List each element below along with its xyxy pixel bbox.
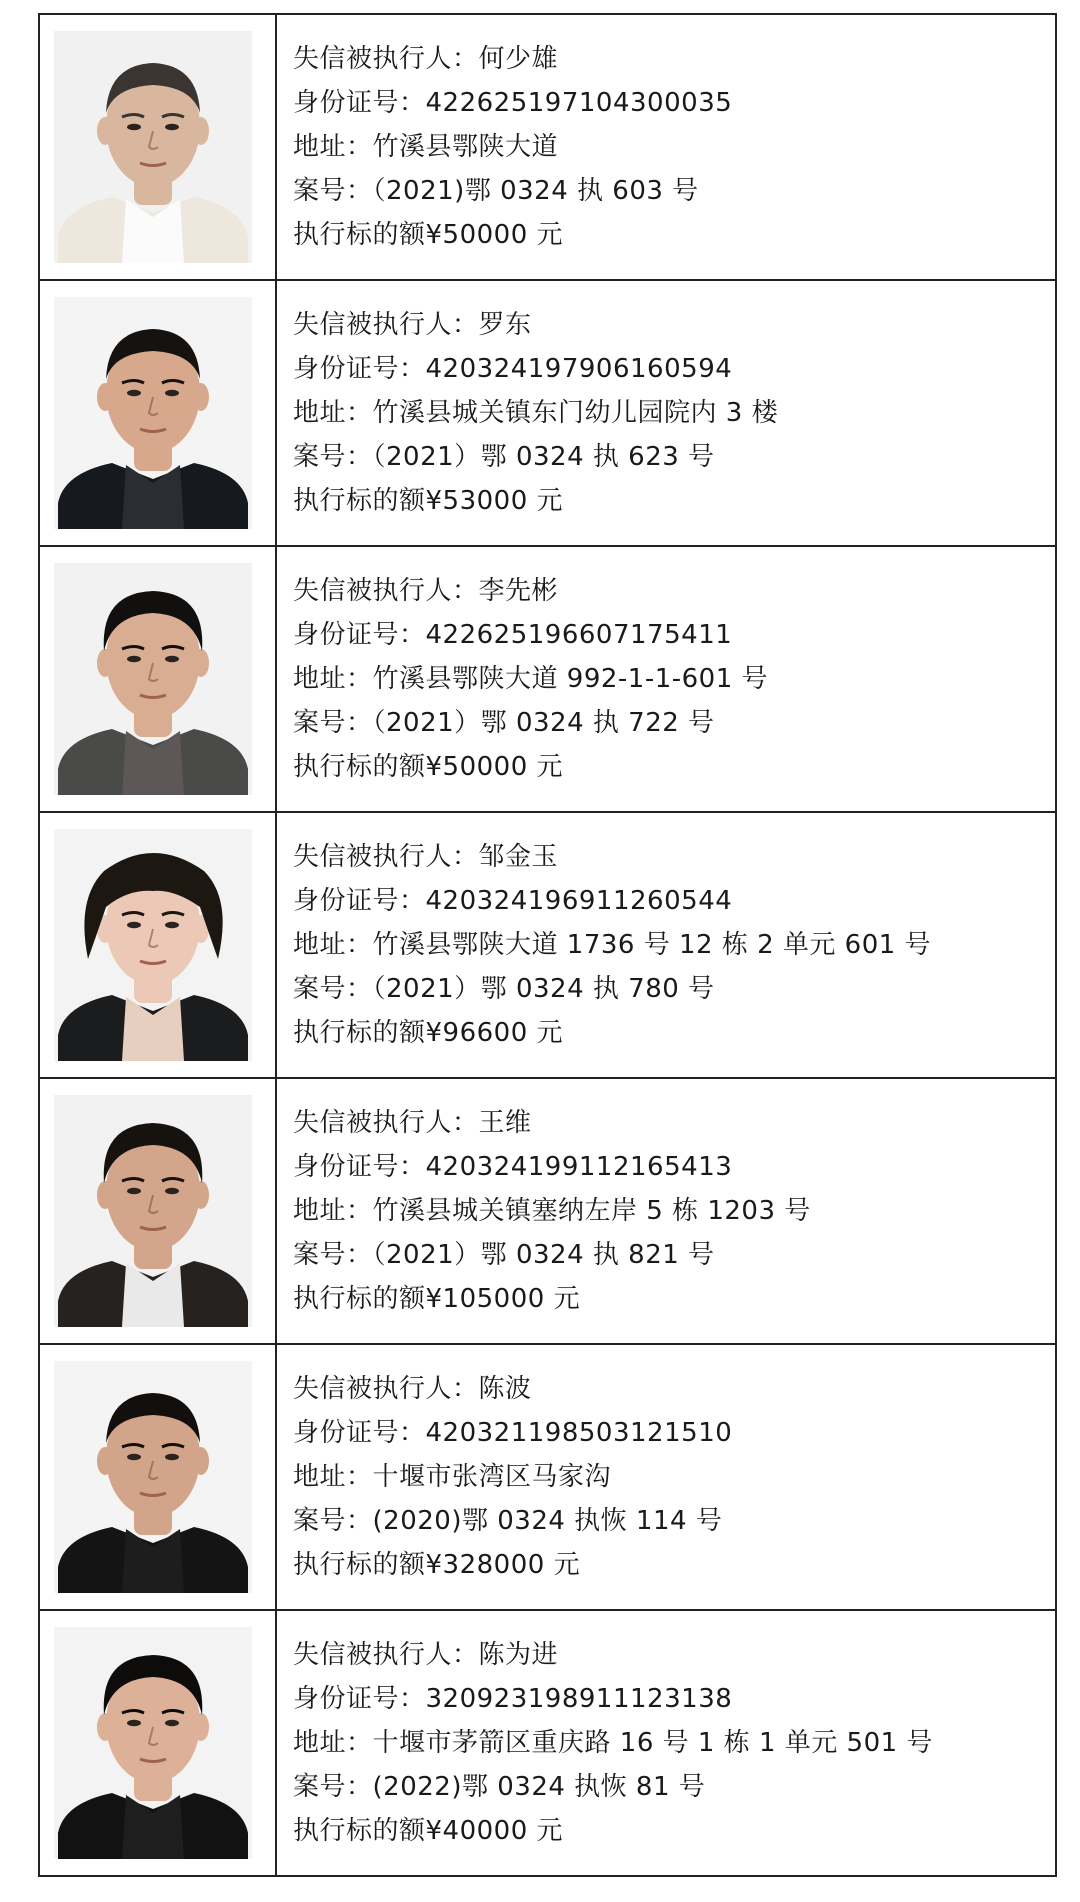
case-line [293, 967, 1055, 1011]
id-line [293, 1145, 1055, 1189]
name-line [293, 1101, 1055, 1145]
case-label: 案号： [293, 176, 373, 206]
address-label: 地址： [293, 1728, 373, 1758]
person-photo [54, 297, 252, 529]
record-row [39, 280, 1056, 546]
address-line [293, 125, 1055, 169]
record-row [39, 1078, 1056, 1344]
address-label: 地址： [293, 1462, 373, 1492]
portrait-illustration [54, 829, 252, 1061]
amount-value: ¥328000 元 [425, 1550, 581, 1580]
name-label: 失信被执行人： [293, 310, 479, 340]
case-value: (2020)鄂 0324 执恢 114 号 [372, 1506, 723, 1536]
photo-cell [39, 280, 276, 546]
amount-label: 执行标的额 [293, 486, 426, 516]
case-value: （2021）鄂 0324 执 623 号 [372, 442, 715, 472]
case-line [293, 435, 1055, 479]
info-cell [276, 1078, 1056, 1344]
id-label: 身份证号： [293, 1418, 426, 1448]
amount-label: 执行标的额 [293, 1550, 426, 1580]
case-line [293, 1233, 1055, 1277]
case-label: 案号： [293, 1240, 373, 1270]
name-value: 王维 [478, 1108, 532, 1138]
address-value: 竹溪县鄂陕大道 [372, 132, 559, 162]
case-line [293, 1499, 1055, 1543]
record-row [39, 812, 1056, 1078]
amount-value: ¥40000 元 [425, 1816, 564, 1846]
amount-label: 执行标的额 [293, 1018, 426, 1048]
case-value: （2021）鄂 0324 执 821 号 [372, 1240, 715, 1270]
name-line [293, 37, 1055, 81]
info-cell [276, 1344, 1056, 1610]
person-photo [54, 829, 252, 1061]
case-line [293, 1765, 1055, 1809]
id-label: 身份证号： [293, 886, 426, 916]
record-row [39, 546, 1056, 812]
address-value: 竹溪县鄂陕大道 992-1-1-601 号 [372, 664, 769, 694]
portrait-illustration [54, 1627, 252, 1859]
id-line [293, 879, 1055, 923]
record-row [39, 1610, 1056, 1876]
case-value: （2021）鄂 0324 执 722 号 [372, 708, 715, 738]
name-label: 失信被执行人： [293, 842, 479, 872]
amount-value: ¥96600 元 [425, 1018, 564, 1048]
amount-line [293, 479, 1055, 523]
person-photo [54, 1361, 252, 1593]
address-value: 竹溪县城关镇塞纳左岸 5 栋 1203 号 [372, 1196, 811, 1226]
amount-line [293, 213, 1055, 257]
id-value: 420324199112165413 [425, 1152, 733, 1182]
amount-label: 执行标的额 [293, 220, 426, 250]
address-line [293, 923, 1055, 967]
case-line [293, 701, 1055, 745]
photo-cell [39, 1610, 276, 1876]
name-label: 失信被执行人： [293, 1374, 479, 1404]
photo-cell [39, 14, 276, 280]
amount-value: ¥50000 元 [425, 220, 564, 250]
id-label: 身份证号： [293, 1152, 426, 1182]
records-table [38, 13, 1057, 1877]
name-value: 何少雄 [478, 44, 559, 74]
address-label: 地址： [293, 1196, 373, 1226]
portrait-illustration [54, 297, 252, 529]
address-value: 十堰市茅箭区重庆路 16 号 1 栋 1 单元 501 号 [372, 1728, 933, 1758]
address-line [293, 1721, 1055, 1765]
name-line [293, 1633, 1055, 1677]
person-photo [54, 563, 252, 795]
amount-value: ¥50000 元 [425, 752, 564, 782]
name-label: 失信被执行人： [293, 1640, 479, 1670]
id-line [293, 1411, 1055, 1455]
amount-line [293, 1543, 1055, 1587]
amount-line [293, 1011, 1055, 1055]
info-cell [276, 14, 1056, 280]
name-label: 失信被执行人： [293, 576, 479, 606]
info-cell [276, 1610, 1056, 1876]
case-label: 案号： [293, 708, 373, 738]
name-label: 失信被执行人： [293, 44, 479, 74]
id-value: 420321198503121510 [425, 1418, 733, 1448]
id-value: 420324196911260544 [425, 886, 733, 916]
person-photo [54, 1095, 252, 1327]
case-value: （2021）鄂 0324 执 780 号 [372, 974, 715, 1004]
id-line [293, 347, 1055, 391]
id-label: 身份证号： [293, 620, 426, 650]
address-label: 地址： [293, 398, 373, 428]
name-value: 邹金玉 [478, 842, 559, 872]
name-value: 罗东 [478, 310, 532, 340]
address-line [293, 1455, 1055, 1499]
person-photo [54, 1627, 252, 1859]
id-label: 身份证号： [293, 88, 426, 118]
name-line [293, 569, 1055, 613]
info-cell [276, 546, 1056, 812]
person-photo [54, 31, 252, 263]
name-value: 陈波 [478, 1374, 532, 1404]
name-line [293, 303, 1055, 347]
case-label: 案号： [293, 442, 373, 472]
address-value: 竹溪县鄂陕大道 1736 号 12 栋 2 单元 601 号 [372, 930, 932, 960]
address-label: 地址： [293, 664, 373, 694]
address-value: 十堰市张湾区马家沟 [372, 1462, 612, 1492]
portrait-illustration [54, 563, 252, 795]
case-value: (2022)鄂 0324 执恢 81 号 [372, 1772, 706, 1802]
portrait-illustration [54, 31, 252, 263]
photo-cell [39, 812, 276, 1078]
address-label: 地址： [293, 930, 373, 960]
photo-cell [39, 1078, 276, 1344]
case-line [293, 169, 1055, 213]
portrait-illustration [54, 1095, 252, 1327]
id-value: 422625196607175411 [425, 620, 733, 650]
name-line [293, 835, 1055, 879]
id-label: 身份证号： [293, 354, 426, 384]
amount-line [293, 1809, 1055, 1853]
case-value: （2021)鄂 0324 执 603 号 [372, 176, 699, 206]
photo-cell [39, 1344, 276, 1610]
name-value: 李先彬 [478, 576, 559, 606]
address-line [293, 1189, 1055, 1233]
address-value: 竹溪县城关镇东门幼儿园院内 3 楼 [372, 398, 779, 428]
name-line [293, 1367, 1055, 1411]
id-line [293, 1677, 1055, 1721]
id-line [293, 81, 1055, 125]
photo-cell [39, 546, 276, 812]
info-cell [276, 280, 1056, 546]
case-label: 案号： [293, 1772, 373, 1802]
name-value: 陈为进 [478, 1640, 559, 1670]
records-body [39, 14, 1056, 1876]
info-cell [276, 812, 1056, 1078]
address-line [293, 391, 1055, 435]
id-value: 320923198911123138 [425, 1684, 733, 1714]
id-value: 422625197104300035 [425, 88, 733, 118]
address-label: 地址： [293, 132, 373, 162]
amount-value: ¥53000 元 [425, 486, 564, 516]
id-line [293, 613, 1055, 657]
amount-label: 执行标的额 [293, 1284, 426, 1314]
address-line [293, 657, 1055, 701]
id-value: 420324197906160594 [425, 354, 733, 384]
case-label: 案号： [293, 1506, 373, 1536]
id-label: 身份证号： [293, 1684, 426, 1714]
record-row [39, 14, 1056, 280]
amount-label: 执行标的额 [293, 1816, 426, 1846]
amount-value: ¥105000 元 [425, 1284, 581, 1314]
portrait-illustration [54, 1361, 252, 1593]
case-label: 案号： [293, 974, 373, 1004]
amount-label: 执行标的额 [293, 752, 426, 782]
amount-line [293, 1277, 1055, 1321]
amount-line [293, 745, 1055, 789]
name-label: 失信被执行人： [293, 1108, 479, 1138]
record-row [39, 1344, 1056, 1610]
